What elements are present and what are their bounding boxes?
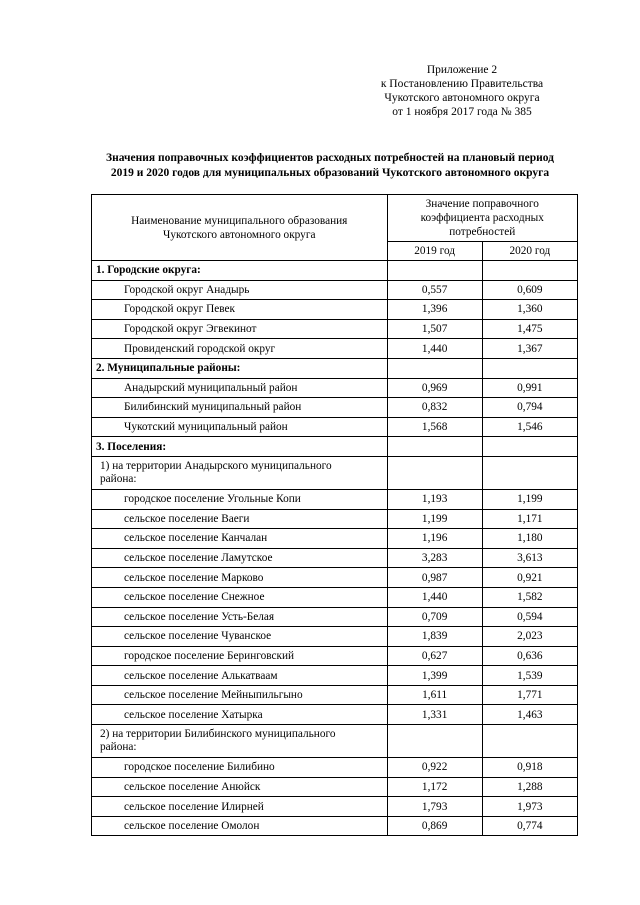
- table-row: [92, 568, 578, 588]
- subsection-label-line-1: 1) на территории Анадырского муниципального: [100, 459, 332, 472]
- row-name: сельское поселение Илирней: [92, 797, 388, 817]
- subsection-label-line-2: района:: [100, 741, 137, 754]
- row-value-2020: 0,774: [482, 816, 577, 836]
- row-name: Городской округ Певек: [92, 300, 388, 320]
- table-row: [92, 816, 578, 836]
- subsection-label: [92, 725, 388, 758]
- row-value-2019: 1,199: [387, 509, 482, 529]
- table-row: [92, 378, 578, 398]
- header-name-cell: [92, 195, 388, 261]
- subsection-label-line-1: 2) на территории Билибинского муниципального: [100, 728, 336, 741]
- table-row: [92, 548, 578, 568]
- row-value-2019: 1,440: [387, 339, 482, 359]
- row-name: сельское поселение Марково: [92, 568, 388, 588]
- row-name: сельское поселение Усть-Белая: [92, 607, 388, 627]
- row-value-2019: 1,399: [387, 666, 482, 686]
- row-value-2019: 1,331: [387, 705, 482, 725]
- row-value-2020: 3,613: [482, 548, 577, 568]
- row-value-2020: 0,794: [482, 398, 577, 418]
- row-name: сельское поселение Анюйск: [92, 777, 388, 797]
- section-label: 1. Городские округа:: [92, 261, 388, 281]
- row-name: сельское поселение Ваеги: [92, 509, 388, 529]
- table-row: [92, 417, 578, 437]
- row-value-2019: 1,793: [387, 797, 482, 817]
- table-row: [92, 319, 578, 339]
- table-row: [92, 627, 578, 647]
- row-name: Городской округ Анадырь: [92, 280, 388, 300]
- document-title: [60, 151, 600, 181]
- annex-line-2: к Постановлению Правительства: [380, 78, 544, 90]
- row-value-2019: 0,709: [387, 607, 482, 627]
- table-row: [92, 646, 578, 666]
- row-value-2020: 0,636: [482, 646, 577, 666]
- row-value-2020: 0,991: [482, 378, 577, 398]
- table-row: [92, 529, 578, 549]
- row-name: сельское поселение Ламутское: [92, 548, 388, 568]
- row-value-2020: 1,367: [482, 339, 577, 359]
- subsection-label: [92, 456, 388, 489]
- row-value-2020: 1,360: [482, 300, 577, 320]
- table-row: [92, 280, 578, 300]
- row-value-2019: 1,507: [387, 319, 482, 339]
- table-row: [92, 509, 578, 529]
- row-value-2019: 1,193: [387, 489, 482, 509]
- row-value-2019: 1,568: [387, 417, 482, 437]
- table-row: [92, 685, 578, 705]
- header-value-line-2: коэффициента расходных: [420, 212, 544, 224]
- row-name: сельское поселение Алькатваам: [92, 666, 388, 686]
- title-line-1: Значения поправочных коэффициентов расходных потребностей на плановый период: [106, 152, 554, 164]
- row-value-2019: 1,611: [387, 685, 482, 705]
- row-value-2020: 1,180: [482, 529, 577, 549]
- row-name: Чукотский муниципальный район: [92, 417, 388, 437]
- header-year-2019: 2019 год: [387, 242, 482, 261]
- header-name-line-2: Чукотского автономного округа: [163, 228, 316, 241]
- section-row: [92, 437, 578, 457]
- table-row: [92, 705, 578, 725]
- row-name: Городской округ Эгвекинот: [92, 319, 388, 339]
- row-value-2019: 0,832: [387, 398, 482, 418]
- annex-line-3: Чукотского автономного округа: [384, 92, 540, 104]
- row-name: сельское поселение Омолон: [92, 816, 388, 836]
- header-value-line-1: Значение поправочного: [425, 198, 539, 210]
- row-value-2019: 0,969: [387, 378, 482, 398]
- section-row: [92, 358, 578, 378]
- row-value-2019: 1,396: [387, 300, 482, 320]
- row-name: сельское поселение Мейныпильгыно: [92, 685, 388, 705]
- subsection-label-line-2: района:: [100, 472, 137, 485]
- row-value-2020: 1,582: [482, 587, 577, 607]
- row-value-2020: 1,539: [482, 666, 577, 686]
- annex-header: [342, 63, 582, 119]
- annex-line-1: Приложение 2: [426, 64, 498, 76]
- row-value-2020: 0,921: [482, 568, 577, 588]
- row-value-2019: 0,627: [387, 646, 482, 666]
- row-name: Провиденский городской округ: [92, 339, 388, 359]
- header-year-2020: 2020 год: [482, 242, 577, 261]
- row-value-2019: 1,172: [387, 777, 482, 797]
- row-value-2020: 1,463: [482, 705, 577, 725]
- table-row: [92, 339, 578, 359]
- table-row: [92, 489, 578, 509]
- row-value-2020: 2,023: [482, 627, 577, 647]
- table-row: [92, 300, 578, 320]
- row-value-2019: 0,557: [387, 280, 482, 300]
- row-value-2020: 1,199: [482, 489, 577, 509]
- row-name: Анадырский муниципальный район: [92, 378, 388, 398]
- header-value-cell: [387, 195, 577, 242]
- row-value-2020: 1,475: [482, 319, 577, 339]
- row-name: сельское поселение Снежное: [92, 587, 388, 607]
- table-row: [92, 666, 578, 686]
- subsection-row: [92, 456, 578, 489]
- row-value-2019: 3,283: [387, 548, 482, 568]
- row-value-2020: 0,918: [482, 758, 577, 778]
- section-row: [92, 261, 578, 281]
- row-value-2019: 1,839: [387, 627, 482, 647]
- table-row: [92, 797, 578, 817]
- title-line-2: 2019 и 2020 годов для муниципальных образований Чукотского автономного округа: [110, 167, 550, 179]
- row-name: Билибинский муниципальный район: [92, 398, 388, 418]
- row-name: городское поселение Угольные Копи: [92, 489, 388, 509]
- section-label: 2. Муниципальные районы:: [92, 358, 388, 378]
- table-header-row: [92, 195, 578, 242]
- row-name: сельское поселение Хатырка: [92, 705, 388, 725]
- row-value-2020: 0,594: [482, 607, 577, 627]
- annex-line-4: от 1 ноября 2017 года № 385: [392, 106, 532, 118]
- row-value-2019: 1,196: [387, 529, 482, 549]
- section-label: 3. Поселения:: [92, 437, 388, 457]
- table-row: [92, 398, 578, 418]
- row-value-2020: 1,771: [482, 685, 577, 705]
- table-row: [92, 777, 578, 797]
- coefficients-table: [91, 194, 578, 836]
- subsection-row: [92, 725, 578, 758]
- row-value-2019: 0,987: [387, 568, 482, 588]
- row-name: сельское поселение Чуванское: [92, 627, 388, 647]
- row-value-2019: 0,869: [387, 816, 482, 836]
- row-name: сельское поселение Канчалан: [92, 529, 388, 549]
- row-value-2020: 1,973: [482, 797, 577, 817]
- row-value-2020: 1,288: [482, 777, 577, 797]
- header-name-line-1: Наименование муниципального образования: [131, 214, 348, 227]
- row-value-2020: 1,546: [482, 417, 577, 437]
- table-row: [92, 758, 578, 778]
- row-value-2019: 0,922: [387, 758, 482, 778]
- row-value-2019: 1,440: [387, 587, 482, 607]
- row-value-2020: 1,171: [482, 509, 577, 529]
- table-row: [92, 587, 578, 607]
- table-row: [92, 607, 578, 627]
- row-name: городское поселение Билибино: [92, 758, 388, 778]
- row-name: городское поселение Беринговский: [92, 646, 388, 666]
- row-value-2020: 0,609: [482, 280, 577, 300]
- header-value-line-3: потребностей: [449, 226, 516, 238]
